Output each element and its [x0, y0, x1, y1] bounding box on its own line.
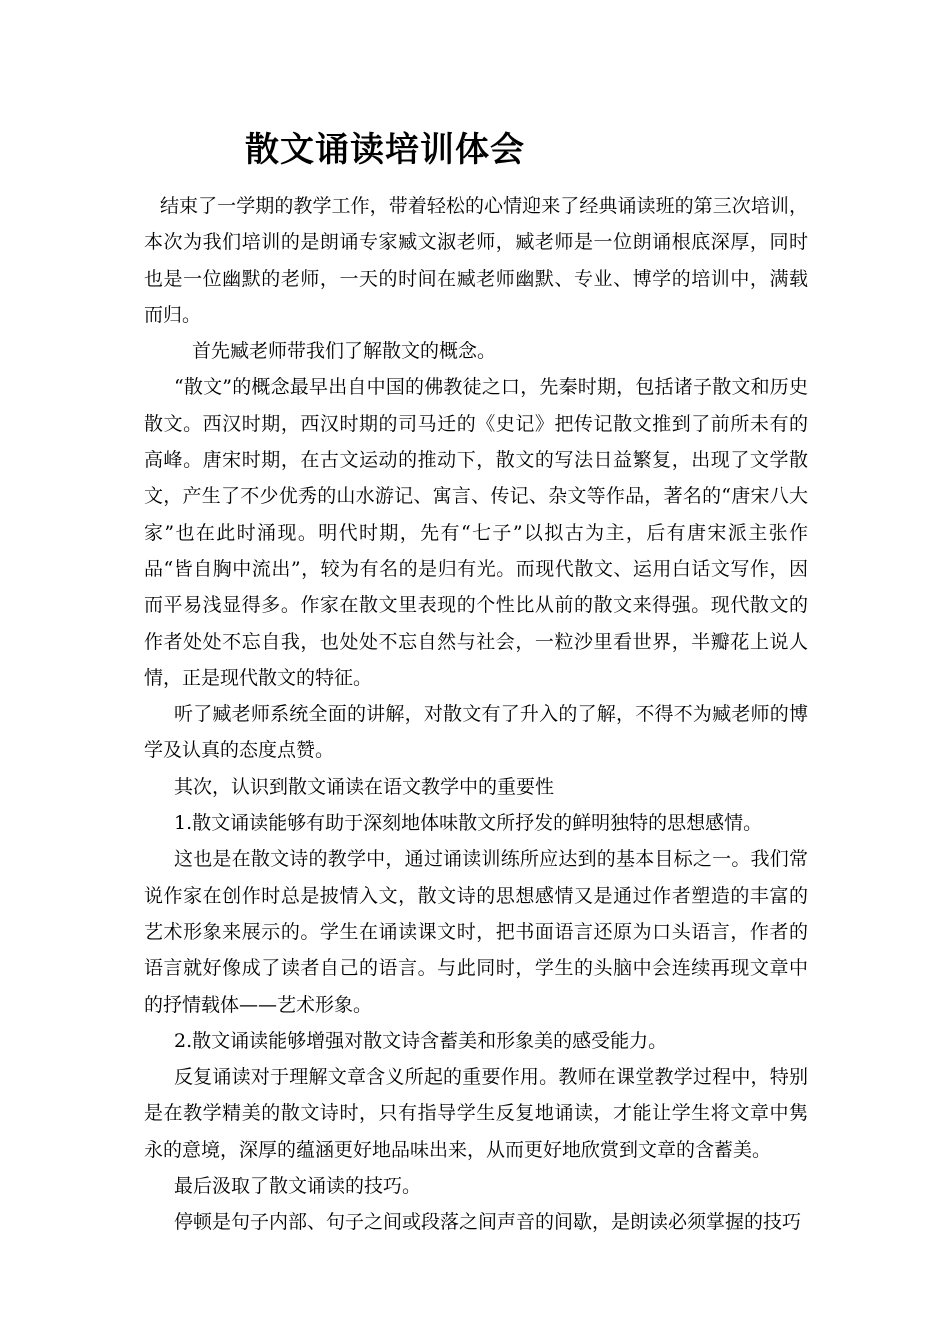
paragraph-reflection: 听了臧老师系统全面的讲解，对散文有了升入的了解，不得不为臧老师的博学及认真的态度点赞。 — [144, 703, 808, 762]
paragraph-pause-technique: 停顿是句子内部、句子之间或段落之间声音的间歇，是朗读必须掌握的技巧 — [174, 1211, 802, 1234]
paragraph-importance-heading: 其次，认识到散文诵读在语文教学中的重要性 — [174, 775, 555, 798]
paragraph-point-2-detail: 反复诵读对于理解文章含义所起的重要作用。教师在课堂教学过程中，特别是在教学精美的散文诗时，只有指导学生反复地诵读，才能让学生将文章中隽永的意境，深厚的蕴涵更好地品味出来，从而更好地欣赏到文章的含蓄美。 — [144, 1066, 808, 1161]
paragraph-concept-intro: 首先臧老师带我们了解散文的概念。 — [192, 340, 497, 363]
paragraph-point-1: 1.散文诵读能够有助于深刻地体味散文所抒发的鲜明独特的思想感情。 — [174, 812, 763, 835]
paragraph-point-2: 2.散文诵读能够增强对散文诗含蓄美和形象美的感受能力。 — [174, 1029, 668, 1052]
paragraph-intro: 结束了一学期的教学工作，带着轻松的心情迎来了经典诵读班的第三次培训，本次为我们培训的是朗诵专家臧文淑老师，臧老师是一位朗诵根底深厚，同时也是一位幽默的老师，一天的时间在臧老师幽默、专业、博学的培训中，满载而归。 — [144, 195, 808, 326]
document-body — [144, 188, 808, 1241]
paragraph-techniques-heading: 最后汲取了散文诵读的技巧。 — [174, 1175, 422, 1198]
document-title: 散文诵读培训体会 — [245, 130, 525, 170]
paragraph-prose-history: “散文”的概念最早出自中国的佛教徒之口，先秦时期，包括诸子散文和历史散文。西汉时期，西汉时期的司马迁的《史记》把传记散文推到了前所未有的高峰。唐宋时期，在古文运动的推动下，散文的写法日益繁复，出现了文学散文，产生了不少优秀的山水游记、寓言、传记、杂文等作品，著名的“唐宋八大家”也在此时涌现。明代时期，先有“七子”以拟古为主，后有唐宋派主张作品“皆自胸中流出”，较为有名的是归有光。而现代散文、运用白话文写作，因而平易浅显得多。作家在散文里表现的个性比从前的散文来得强。现代散文的作者处处不忘自我，也处处不忘自然与社会，一粒沙里看世界，半瓣花上说人情，正是现代散文的特征。 — [144, 376, 808, 689]
paragraph-point-1-detail: 这也是在散文诗的教学中，通过诵读训练所应达到的基本目标之一。我们常说作家在创作时总是披情入文，散文诗的思想感情又是通过作者塑造的丰富的艺术形象来展示的。学生在诵读课文时，把书面语言还原为口头语言，作者的语言就好像成了读者自己的语言。与此同时，学生的头脑中会连续再现文章中的抒情载体——艺术形象。 — [144, 848, 808, 1016]
